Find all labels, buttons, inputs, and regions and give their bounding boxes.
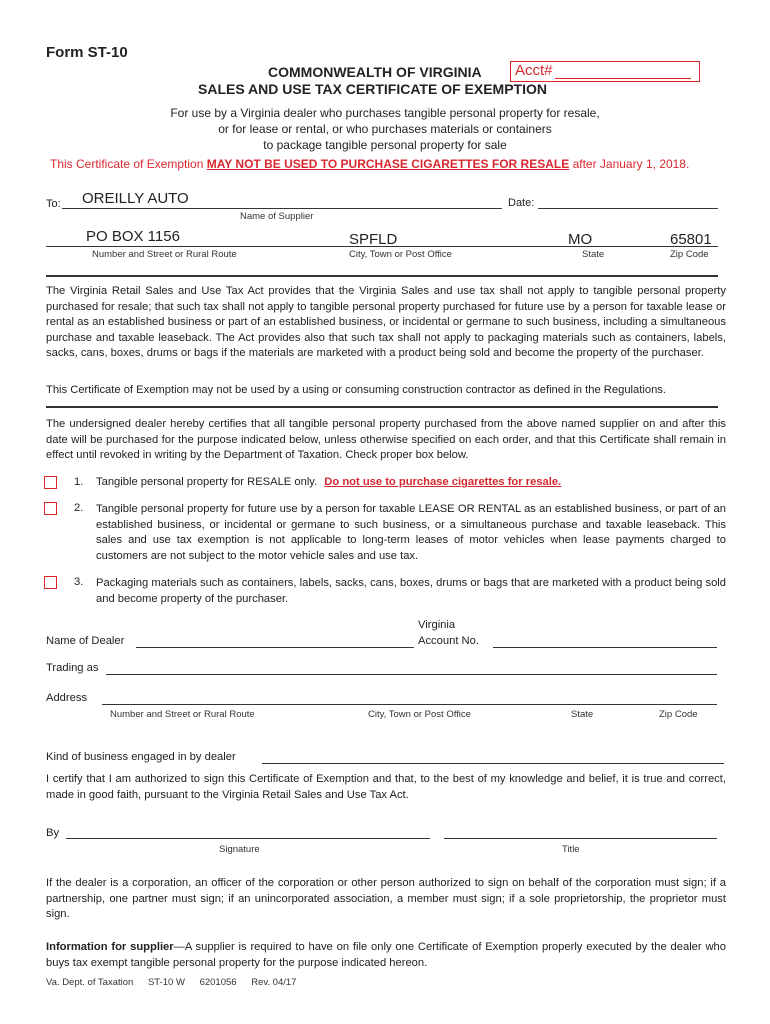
supplier-name-value[interactable]: OREILLY AUTO [82, 190, 189, 207]
trading-as-field[interactable] [106, 674, 717, 675]
dealer-state-caption: State [571, 709, 594, 720]
form-title-line2: SALES AND USE TAX CERTIFICATE OF EXEMPTION [198, 81, 547, 97]
option-1-text: Tangible personal property for RESALE only. [96, 476, 318, 488]
account-no-label: Account No. [418, 635, 479, 647]
supplier-state-value[interactable]: MO [568, 231, 593, 248]
option-2 [96, 502, 726, 564]
option-2-number: 2. [74, 502, 84, 514]
supplier-info-label: Information for supplier [46, 941, 174, 953]
subtitle-line2: or for lease or rental, or who purchases materials or containers [218, 122, 552, 136]
cigarette-warning [50, 157, 689, 171]
footer-meta [46, 977, 296, 988]
title-field[interactable] [444, 838, 717, 839]
date-label: Date: [508, 197, 535, 209]
dealer-zip-caption: Zip Code [659, 709, 698, 720]
contractor-paragraph: This Certificate of Exemption may not be used by a using or consuming construction contractor as defined in the Regulations. [46, 384, 666, 396]
account-no-field[interactable] [493, 647, 717, 648]
supplier-name-caption: Name of Supplier [240, 211, 314, 222]
form-title-line1: COMMONWEALTH OF VIRGINIA [268, 64, 482, 80]
signature-caption: Signature [219, 844, 260, 855]
subtitle-line1: For use by a Virginia dealer who purchases tangible personal property for resale, [170, 106, 600, 120]
acct-label: Acct# [515, 62, 553, 79]
dealer-street-caption: Number and Street or Rural Route [110, 709, 255, 720]
supplier-city-caption: City, Town or Post Office [349, 249, 452, 260]
supplier-street-caption: Number and Street or Rural Route [92, 249, 237, 260]
warning-emphasis: MAY NOT BE USED TO PURCHASE CIGARETTES FOR RESALE [206, 157, 570, 171]
supplier-zip-caption: Zip Code [670, 249, 709, 260]
to-label: To: [46, 198, 61, 210]
option-2-text-a: Tangible personal property for future use by a person for taxable LEASE OR RENTAL as an established business, or part of an established business, or incidental or germane to such business, or a simultaneous purchase and taxable leaseback. [96, 503, 726, 531]
certify-paragraph: The undersigned dealer hereby certifies that all tangible personal property purchased from the above named supplier on and after this date will be purchased for the purpose indicated below, unless otherwise specified on each order, and that this Certificate shall remain in effect until revoked in writing by the Department of Taxation. Check proper box below. [46, 418, 726, 462]
corporation-note: If the dealer is a corporation, an officer of the corporation or other person authorized to sign on behalf of the corporation must sign; if a partnership, one partner must sign; if an unincorporated association, a member must sign; if a sole proprietorship, the proprietor must sign. [46, 877, 726, 921]
form-subtitle [0, 105, 770, 153]
supplier-zip-value[interactable]: 65801 [670, 231, 712, 248]
section-divider [46, 406, 718, 408]
dept-name: Va. Dept. of Taxation [46, 977, 134, 988]
supplier-info-note [46, 940, 726, 971]
warning-suffix: after January 1, 2018. [569, 157, 690, 171]
dealer-address-field[interactable] [102, 704, 717, 705]
virginia-label: Virginia [418, 619, 456, 631]
kind-of-business-label: Kind of business engaged in by dealer [46, 751, 236, 763]
by-label: By [46, 827, 60, 839]
option-1 [96, 476, 561, 488]
certify-sign-paragraph: I certify that I am authorized to sign this Certificate of Exemption and that, to the best of my knowledge and belief, it is true and correct, made in good faith, pursuant to the Virginia Retail Sales and Use Tax Act. [46, 773, 726, 801]
option-2-text-b: This sales and use tax exemption is not applicable to long-term leases of motor vehicles when lease payments charged to customers are not subject to the motor vehicle sales and use tax. [96, 518, 726, 562]
resale-checkbox[interactable] [44, 476, 57, 489]
acct-field[interactable] [510, 61, 700, 82]
supplier-state-caption: State [582, 249, 605, 260]
kind-of-business-field[interactable] [262, 763, 724, 764]
signature-field[interactable] [66, 838, 430, 839]
address-label: Address [46, 692, 88, 704]
title-caption: Title [562, 844, 580, 855]
form-code: ST-10 W [147, 977, 185, 988]
supplier-street-value[interactable]: PO BOX 1156 [86, 228, 180, 245]
form-id: Form ST-10 [46, 44, 128, 61]
subtitle-line3: to package tangible personal property for sale [263, 138, 507, 152]
revision: Rev. 04/17 [251, 977, 297, 988]
act-paragraph: The Virginia Retail Sales and Use Tax Act provides that the Virginia Sales and use tax shall not apply to tangible personal property purchased for resale; that such tax shall not apply to tangible personal property purchased for future use by a person for taxable lease or rental as an established business or part of an established business, or incidental or germane to such business, including a simultaneous purchase and taxable leaseback. The Act provides also that such tax shall not apply to packaging materials such as containers, labels, sacks, cans, boxes, drums or bags if the materials are marketed with a product being sold and become the property of the purchaser. [46, 285, 726, 360]
trading-as-label: Trading as [46, 662, 99, 674]
supplier-name-line [62, 208, 502, 209]
option-3-number: 3. [74, 576, 84, 588]
option-3-text: Packaging materials such as containers, labels, sacks, cans, boxes, drums or bags that are marketed with a product being sold and become property of the purchaser. [96, 577, 726, 605]
section-divider [46, 275, 718, 277]
supplier-info-text: —A supplier is required to have on file only one Certificate of Exemption properly executed by the dealer who buys tax exempt tangible personal property for the purpose indicated hereon. [46, 941, 726, 969]
warning-prefix: This Certificate of Exemption [50, 157, 207, 171]
dealer-name-field[interactable] [136, 647, 414, 648]
packaging-checkbox[interactable] [44, 576, 57, 589]
dealer-city-caption: City, Town or Post Office [368, 709, 471, 720]
lease-rental-checkbox[interactable] [44, 502, 57, 515]
date-field[interactable] [538, 208, 718, 209]
supplier-city-value[interactable]: SPFLD [349, 231, 398, 248]
dealer-name-label: Name of Dealer [46, 635, 125, 647]
option-1-warning: Do not use to purchase cigarettes for resale. [324, 476, 562, 488]
option-1-number: 1. [74, 476, 84, 488]
doc-number: 6201056 [199, 977, 237, 988]
